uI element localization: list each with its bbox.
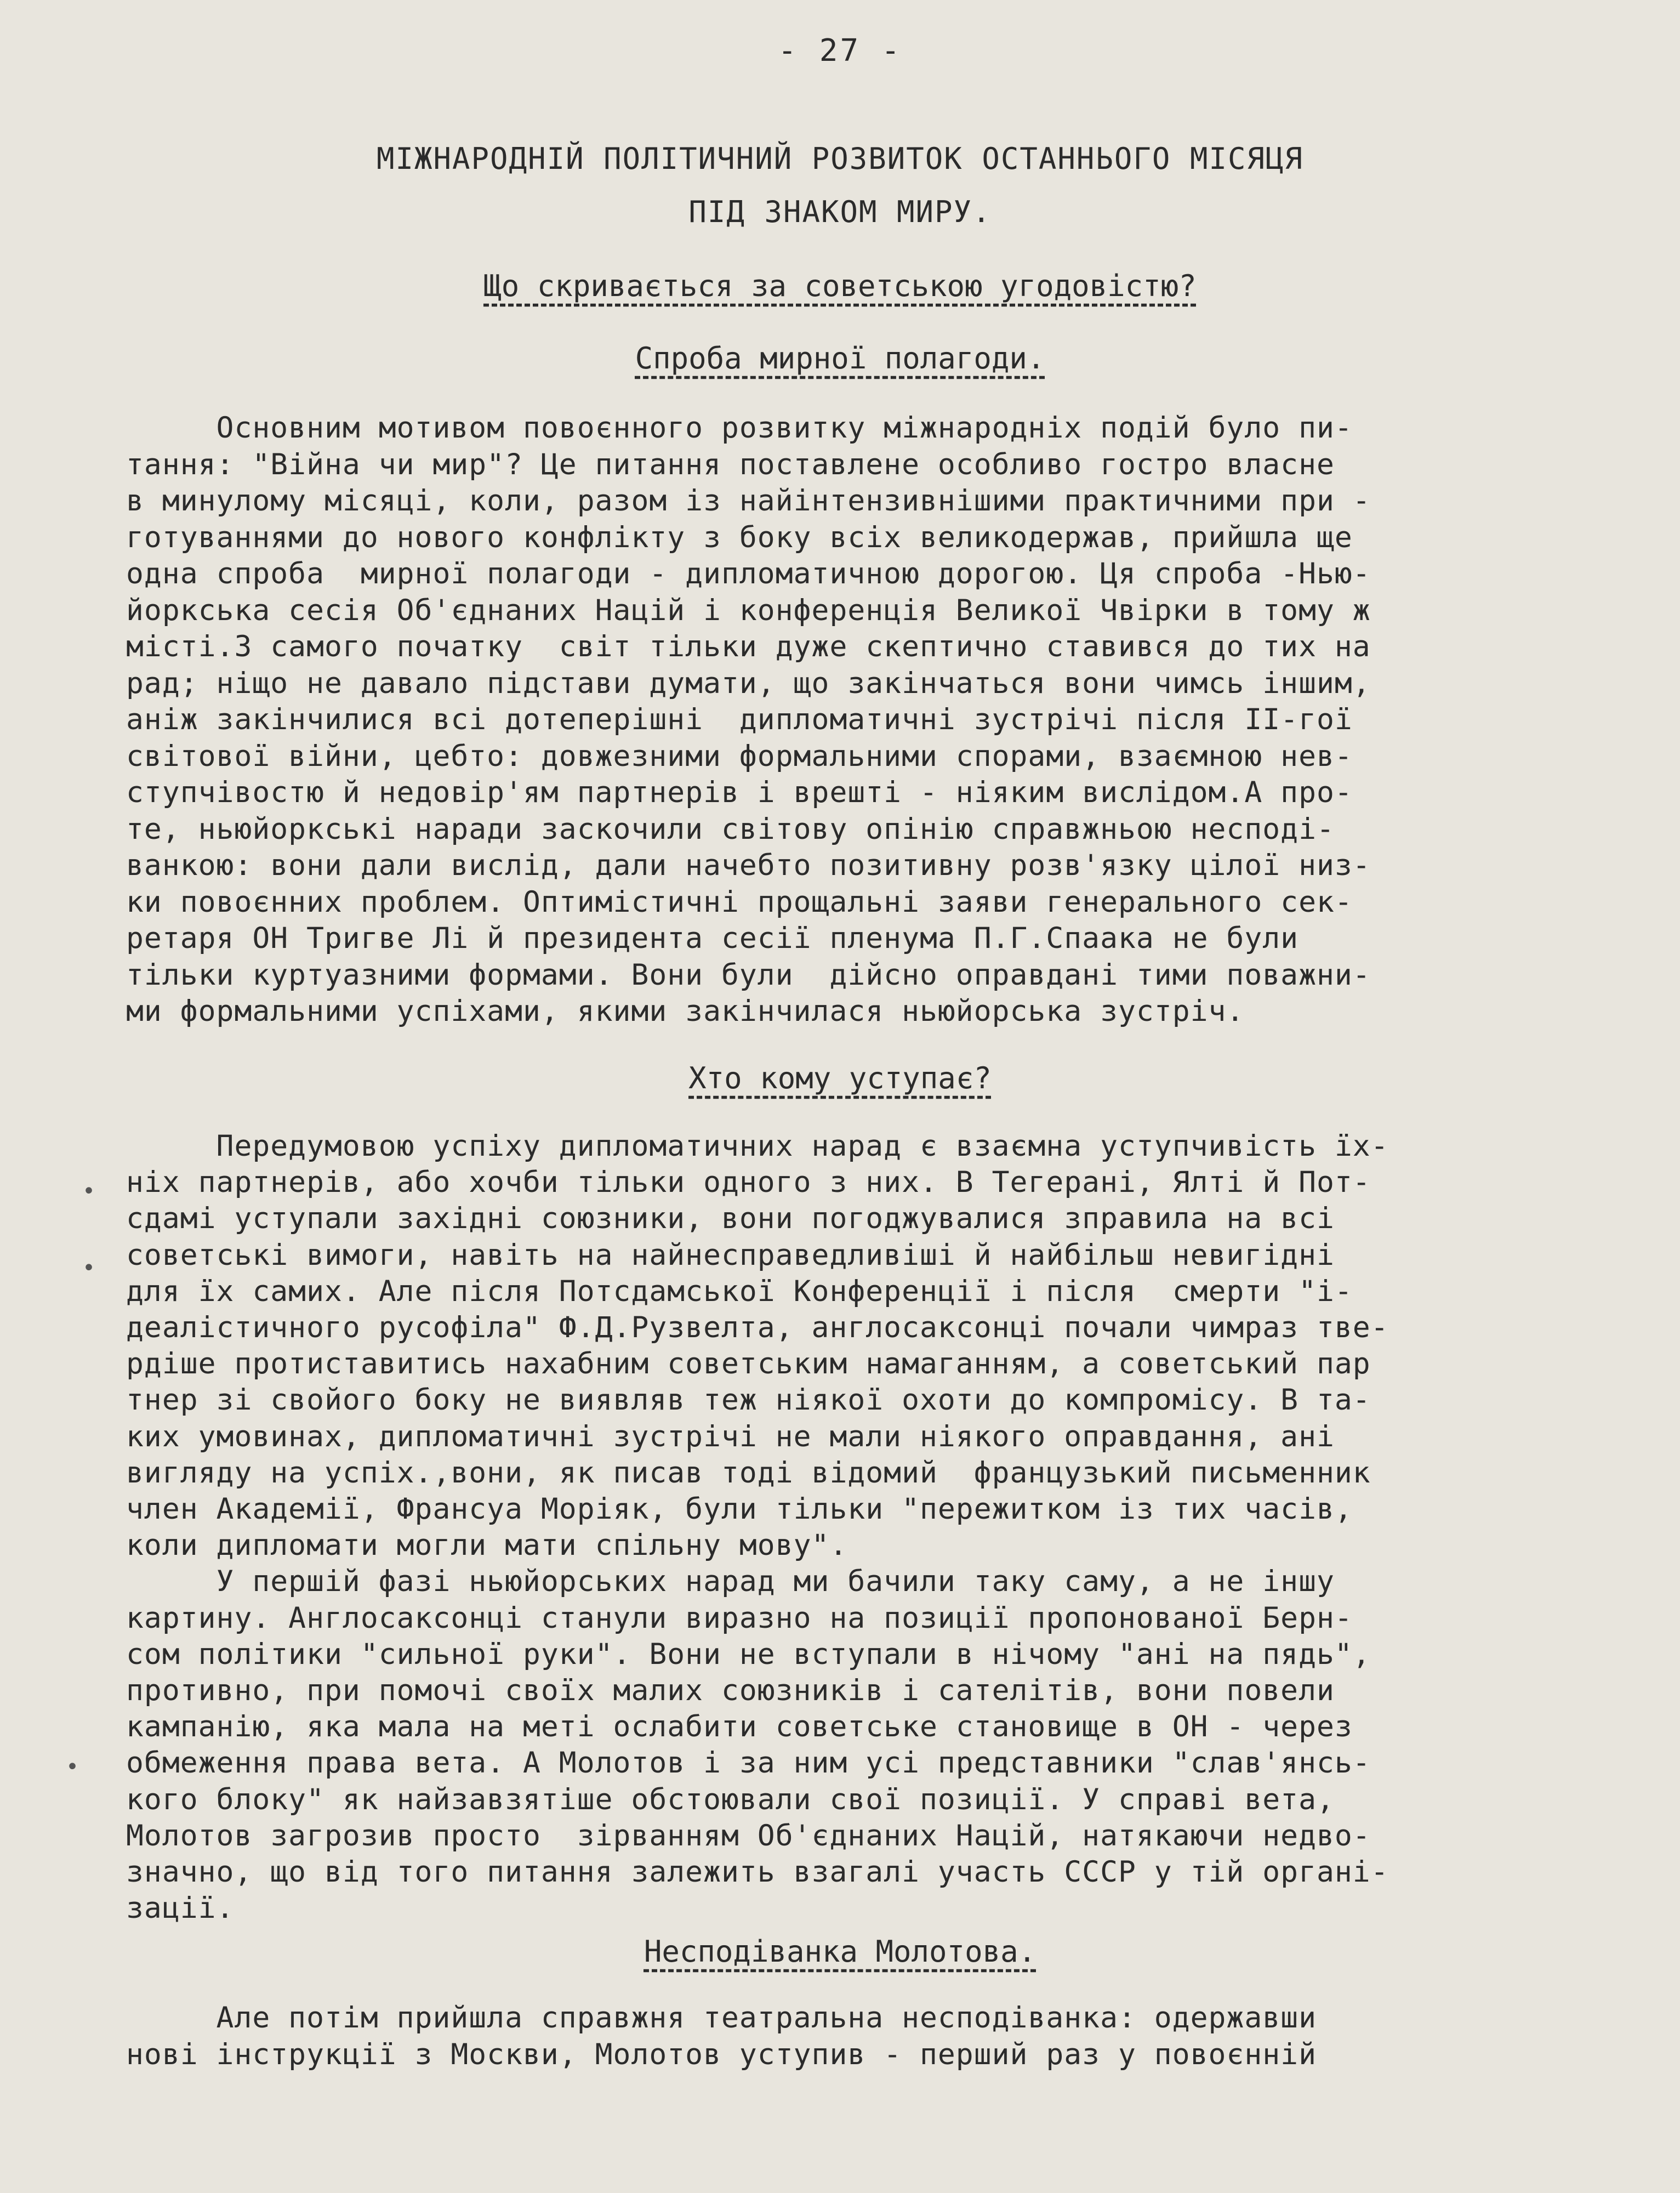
text-line: противно, при помочі своїх малих союзників і сателітів, вони повели (126, 1674, 1335, 1707)
text-line: кампанію, яка мала на меті ослабити советське становище в ОН - через (126, 1710, 1353, 1744)
text-line: вигляду на успіх.,вони, як писав тоді відомий французький письменник (126, 1456, 1371, 1490)
text-line: ретаря ОН Тригве Лі й президента сесії пленума П.Г.Спаака не були (126, 922, 1299, 955)
text-line: ки повоєнних проблем. Оптимістичні прощальні заяви генерального сек- (126, 885, 1353, 919)
text-line: аніж закінчилися всі дотеперішні дипломатичні зустрічі після II-гої (126, 703, 1353, 736)
text-line: ніх партнерів, або хочби тільки одного з них. В Тегерані, Ялті й Пот- (126, 1166, 1371, 1200)
text-line: світової війни, цебто: довжезними формальними спорами, взаємною нев- (126, 739, 1353, 773)
text-line: значно, що від того питання залежить взагалі участь СССР у тій органі- (126, 1855, 1389, 1889)
title-line-1: МІЖНАРОДНІЙ ПОЛІТИЧНИЙ РОЗВИТОК ОСТАННЬОГО МІСЯЦЯ (376, 141, 1304, 176)
text-line: одна спроба мирної полагоди - дипломатичною дорогою. Ця спроба -Нью- (126, 557, 1371, 590)
margin-dot: • (82, 1255, 96, 1281)
heading-1: Що скривається за советською угодовістю? (483, 269, 1197, 303)
text-line: те, ньюйоркські наради заскочили світову опінію справжньою несподі- (126, 812, 1335, 846)
text-line: сдамі уступали західні союзники, вони погоджувалися зправила на всі (126, 1202, 1335, 1236)
heading-4: Несподіванка Молотова. (643, 1934, 1037, 1969)
text-line: місті.З самого початку світ тільки дуже скептично ставився до тих на (126, 630, 1371, 663)
margin-dot: • (66, 1754, 79, 1780)
text-line: коли дипломати могли мати спільну мову". (126, 1529, 848, 1563)
heading-2: Спроба мирної полагоди. (635, 341, 1045, 376)
text-line: Молотов загрозив просто зірванням Об'єднаних Націй, натякаючи недво- (126, 1819, 1371, 1853)
text-line: тнер зі свойого боку не виявляв теж ніякої охоти до компромісу. В та- (126, 1383, 1371, 1417)
text-line: йоркська сесія Об'єднаних Націй і конференція Великої Чвірки в тому ж (126, 593, 1371, 627)
text-line: деалістичного русофіла" Ф.Д.Рузвелта, англосаксонці почали чимраз тве- (126, 1311, 1389, 1344)
text-line: рад; ніщо не давало підстави думати, що закінчаться вони чимсь іншим, (126, 666, 1371, 700)
text-line: ступчівостю й недовір'ям партнерів і врешті - ніяким вислідом.А про- (126, 776, 1353, 809)
text-line: Передумовою успіху дипломатичних нарад є взаємна уступчивість їх- (126, 1129, 1389, 1163)
text-line: У першій фазі ньюйорських нарад ми бачили таку саму, а не іншу (126, 1565, 1335, 1599)
text-line: картину. Англосаксонці станули виразно на позиції пропонованої Берн- (126, 1601, 1353, 1635)
text-line: тільки куртуазними формами. Вони були дійсно оправдані тими поважни- (126, 958, 1371, 992)
text-line: зації. (126, 1891, 235, 1925)
text-line: ванкою: вони дали вислід, дали начебто позитивну розв'язку цілої низ- (126, 849, 1371, 882)
title-line-2: ПІД ЗНАКОМ МИРУ. (688, 195, 992, 229)
text-line: нові інструкції з Москви, Молотов уступив - перший раз у повоєнній (126, 2037, 1317, 2071)
text-line: сом політики "сильної руки". Вони не вступали в нічому "ані на пядь", (126, 1637, 1371, 1671)
page-number: - 27 - (778, 33, 902, 69)
text-line: советські вимоги, навіть на найнесправедливіші й найбільш невигідні (126, 1238, 1335, 1272)
text-line: член Академії, Франсуа Моріяк, були тільки "пережитком із тих часів, (126, 1492, 1353, 1526)
heading-3: Хто кому уступає? (688, 1061, 992, 1095)
text-line: рдіше протиставитись нахабним советським намаганням, а советський пар (126, 1347, 1371, 1381)
text-line: Але потім прийшла справжня театральна несподіванка: одержавши (126, 2001, 1317, 2035)
text-line: для їх самих. Але після Потсдамської Конференції і після смерти "і- (126, 1274, 1353, 1308)
text-line: обмеження права вета. А Молотов і за ним усі представники "слав'янсь- (126, 1746, 1371, 1780)
text-line: готуваннями до нового конфлікту з боку всіх великодержав, прийшла ще (126, 520, 1353, 554)
text-line: Основним мотивом повоєнного розвитку міжнародніх подій було пи- (126, 411, 1353, 445)
margin-dot: • (82, 1179, 96, 1204)
text-line: ми формальними успіхами, якими закінчилася ньюйорська зустріч. (126, 995, 1245, 1028)
text-line: тання: "Війна чи мир"? Це питання поставлене особливо гостро власне (126, 447, 1335, 481)
text-line: в минулому місяці, коли, разом із найінтензивнішими практичними при - (126, 484, 1371, 518)
text-line: кого блоку" як найзавзятіше обстоювали свої позиції. У справі вета, (126, 1782, 1335, 1816)
text-line: ких умовинах, дипломатичні зустрічі не мали ніякого оправдання, ані (126, 1419, 1335, 1453)
